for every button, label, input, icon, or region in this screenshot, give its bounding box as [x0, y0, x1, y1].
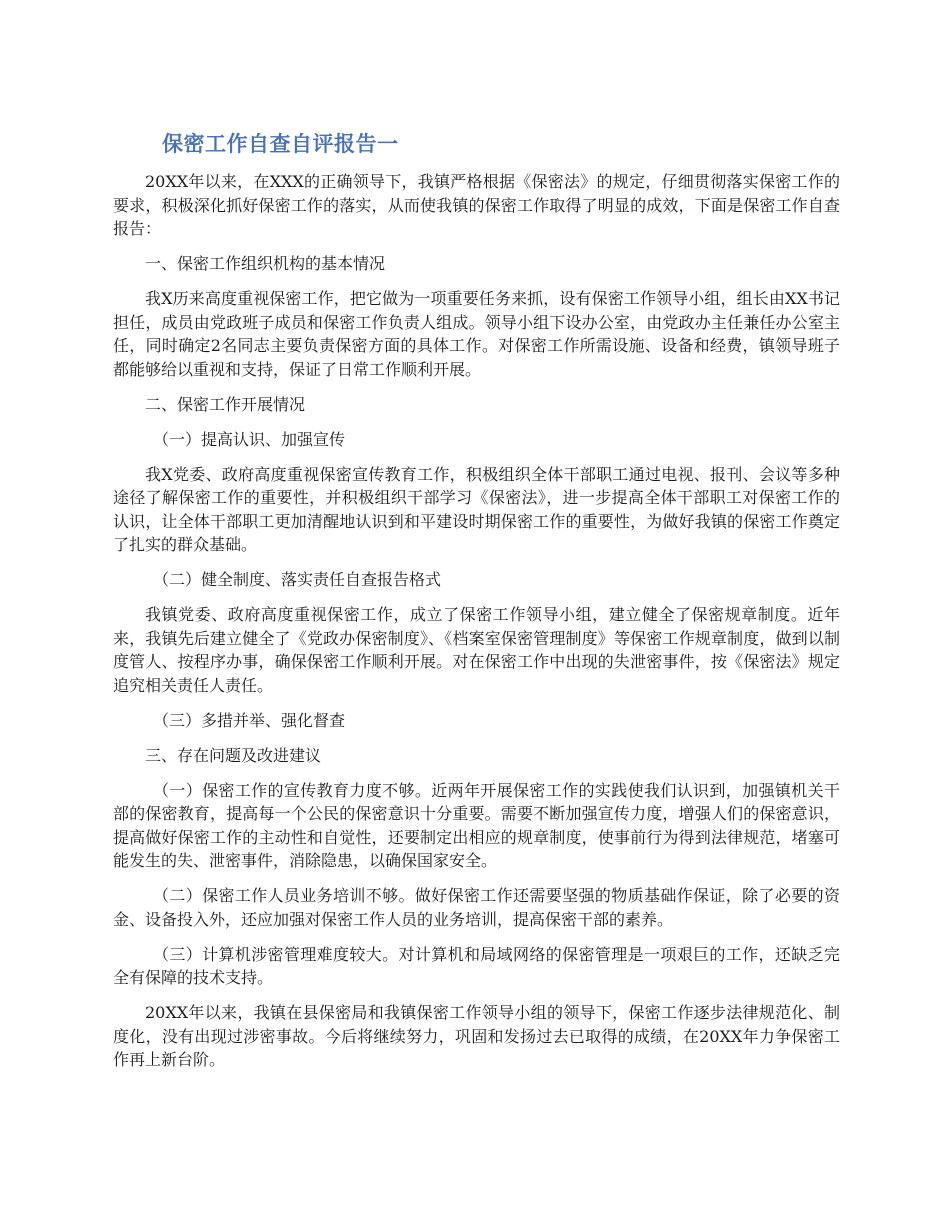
paragraph-problem-2: （二）保密工作人员业务培训不够。做好保密工作还需要坚强的物质基础作保证，除了必要的资金、设备投入外，还应加强对保密工作人员的业务培训，提高保密干部的素养。	[113, 886, 840, 929]
paragraph-publicity: 我X党委、政府高度重视保密宣传教育工作，积极组织全体干部职工通过电视、报刊、会议等多种途径了解保密工作的重要性，并积极组织干部学习《保密法》，进一步提高全体干部职工对保密工作的认识，让全体干部职工更加清醒地认识到和平建设时期保密工作的重要性，为做好我镇的保密工作奠定了扎实的群众基础。	[113, 464, 840, 554]
paragraph-org: 我X历来高度重视保密工作，把它做为一项重要任务来抓，设有保密工作领导小组，组长由XX书记担任，成员由党政班子成员和保密工作负责人组成。领导小组下设办公室，由党政办主任兼任办公室主任，同时确定2名同志主要负责保密方面的具体工作。对保密工作所需设施、设备和经费，镇领导班子都能够给以重视和支持，保证了日常工作顺利开展。	[113, 289, 840, 379]
section-heading-3: 三、存在问题及改进建议	[145, 745, 322, 765]
section-heading-1: 一、保密工作组织机构的基本情况	[145, 254, 386, 273]
subheading-2-1: （一）提高认识、加强宣传	[153, 429, 346, 449]
document-title: 保密工作自查自评报告一	[162, 132, 399, 156]
paragraph-intro: 20XX年以来，在XXX的正确领导下，我镇严格根据《保密法》的规定，仔细贯彻落实保密工作的要求，积极深化抓好保密工作的落实，从而使我镇的保密工作取得了明显的成效，下面是保密工作自查报告：	[113, 172, 840, 238]
section-heading-2: 二、保密工作开展情况	[145, 394, 306, 414]
paragraph-rules: 我镇党委、政府高度重视保密工作，成立了保密工作领导小组，建立健全了保密规章制度。近年来，我镇先后建立健全了《党政办保密制度》、《档案室保密管理制度》等保密工作规章制度，做到以制度管人、按程序办事，确保保密工作顺利开展。对在保密工作中出现的失泄密事件，按《保密法》规定追究相关责任人责任。	[113, 605, 840, 695]
subheading-2-3: （三）多措并举、强化督查	[153, 710, 346, 730]
paragraph-problem-1: （一）保密工作的宣传教育力度不够。近两年开展保密工作的实践使我们认识到，加强镇机关干部的保密教育，提高每一个公民的保密意识十分重要。需要不断加强宣传力度，增强人们的保密意识，提高做好保密工作的主动性和自觉性，还要制定出相应的规章制度，使事前行为得到法律规范，堵塞可能发生的失、泄密事件，消除隐患，以确保国家安全。	[113, 780, 840, 870]
paragraph-conclusion: 20XX年以来，我镇在县保密局和我镇保密工作领导小组的领导下，保密工作逐步法律规范化、制度化，没有出现过涉密事故。今后将继续努力，巩固和发扬过去已取得的成绩，在20XX年力争保密工作再上新台阶。	[113, 1003, 840, 1069]
subheading-2-2: （二）健全制度、落实责任自查报告格式	[153, 570, 442, 589]
document-body	[113, 170, 840, 1083]
paragraph-problem-3: （三）计算机涉密管理难度较大。对计算机和局域网络的保密管理是一项艰巨的工作，还缺乏完全有保障的技术支持。	[113, 944, 840, 987]
